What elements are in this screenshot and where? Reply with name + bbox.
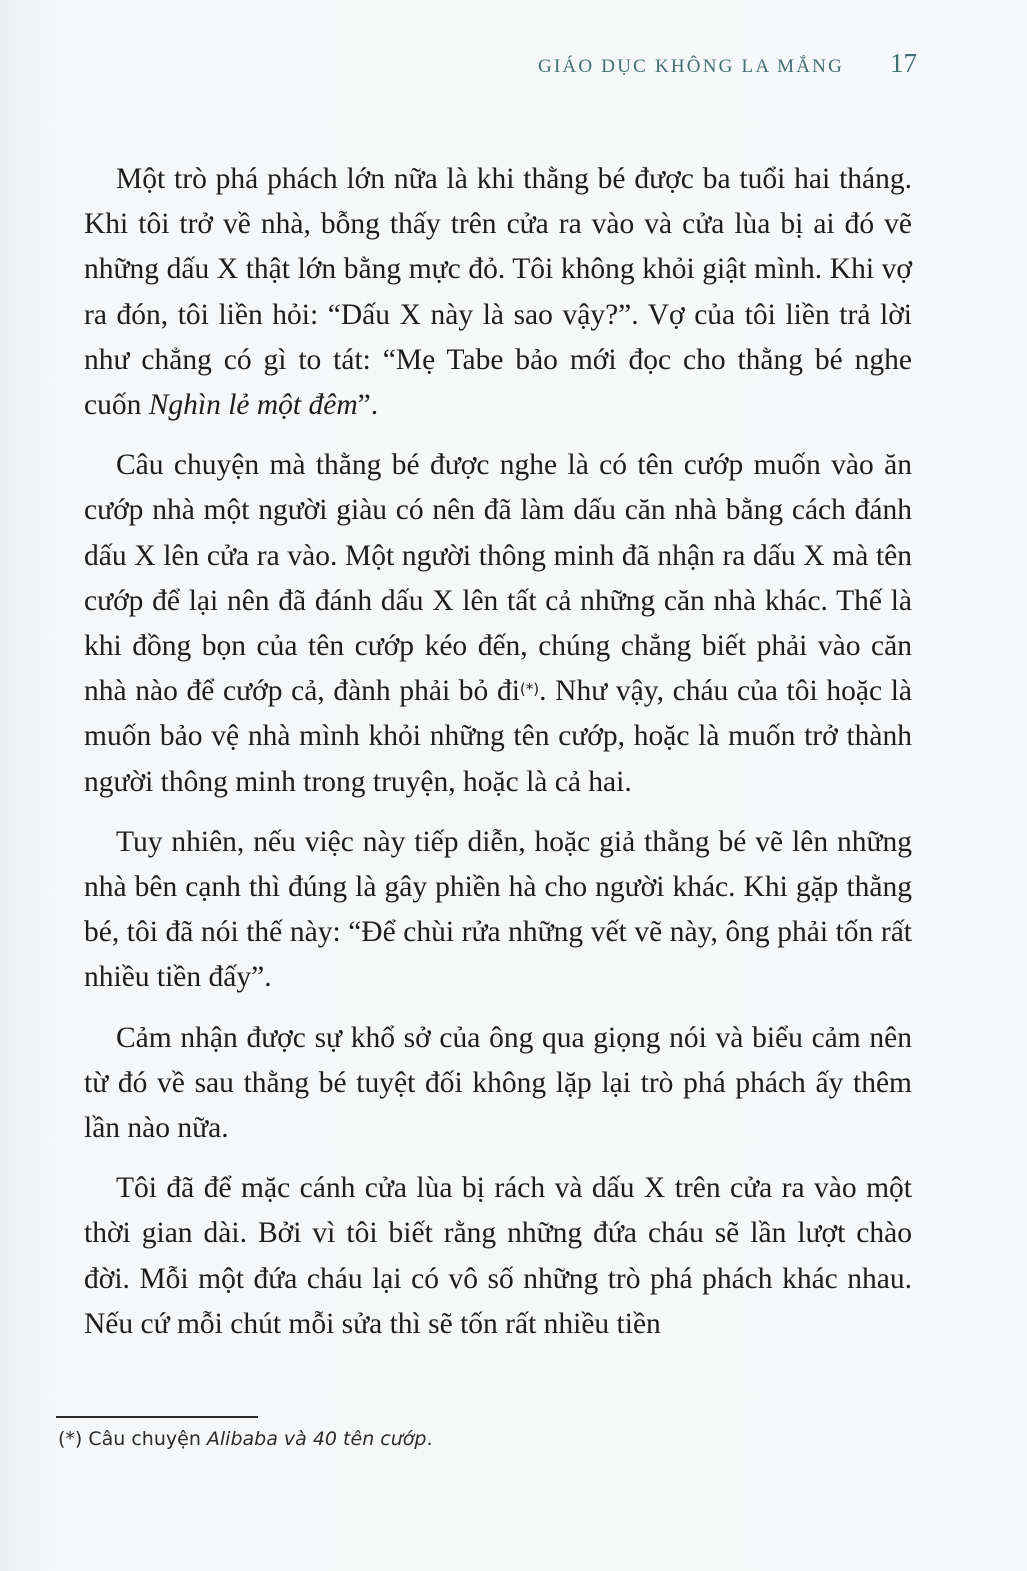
paragraph-1 [84, 157, 912, 428]
footnote-divider [56, 1416, 258, 1418]
body-text [84, 157, 912, 1347]
footnote [58, 1428, 433, 1450]
running-header-title: GIÁO DỤC KHÔNG LA MẮNG [538, 56, 844, 77]
running-header [538, 48, 917, 79]
book-title-italic: Nghìn lẻ một đêm [148, 389, 358, 422]
footnote-prefix: Câu chuyện [82, 1428, 207, 1450]
paragraph-1-end: ”. [357, 389, 379, 422]
page-number: 17 [890, 48, 917, 78]
paragraph-2 [84, 443, 912, 805]
paragraph-2-text: Câu chuyện mà thằng bé được nghe là có tên cướp muốn vào ăn cướp nhà một người giàu có nên đã làm dấu căn nhà bằng cách đánh dấu X lên cửa ra vào. Một người thông minh đã nhận ra dấu X mà tên cướp để lại nên đã đánh dấu X lên tất cả những căn nhà khác. Thế là khi đồng bọn của tên cướp kéo đến, chúng chẳng biết phải vào căn nhà nào để cướp cả, đành phải bỏ đi [84, 449, 912, 708]
footnote-reference: (*) [519, 680, 540, 699]
footnote-suffix: . [426, 1428, 433, 1450]
paragraph-3: Tuy nhiên, nếu việc này tiếp diễn, hoặc giả thằng bé vẽ lên những nhà bên cạnh thì đúng là gây phiền hà cho người khác. Khi gặp thằng bé, tôi đã nói thế này: “Để chùi rửa những vết vẽ này, ông phải tốn rất nhiều tiền đấy”. [84, 825, 912, 994]
paragraph-5: Tôi đã để mặc cánh cửa lùa bị rách và dấu X trên cửa ra vào một thời gian dài. Bởi vì tôi biết rằng những đứa cháu sẽ lần lượt chào đời. Mỗi một đứa cháu lại có vô số những trò phá phách khác nhau. Nếu cứ mỗi chút mỗi sửa thì sẽ tốn rất nhiều tiền [84, 1172, 912, 1340]
paragraph-4: Cảm nhận được sự khổ sở của ông qua giọng nói và biểu cảm nên từ đó về sau thằng bé tuyệt đối không lặp lại trò phá phách ấy thêm lần nào nữa. [84, 1021, 912, 1145]
footnote-story-title: Alibaba và 40 tên cướp [206, 1428, 427, 1450]
paragraph-1-text: Một trò phá phách lớn nữa là khi thằng bé được ba tuổi hai tháng. Khi tôi trở về nhà, bỗng thấy trên cửa ra vào và cửa lùa bị ai đó vẽ những dấu X thật lớn bằng mực đỏ. Tôi không khỏi giật mình. Khi vợ ra đón, tôi liền hỏi: “Dấu X này là sao vậy?”. Vợ của tôi liền trả lời như chẳng có gì to tát: “Mẹ Tabe bảo mới đọc cho thằng bé nghe cuốn [84, 163, 912, 422]
paragraph-2-end: . Như vậy, cháu của tôi hoặc là muốn bảo vệ nhà mình khỏi những tên cướp, hoặc là muốn trở thành người thông minh trong truyện, hoặc là cả hai. [84, 675, 912, 798]
footnote-marker: (*) [58, 1428, 83, 1450]
